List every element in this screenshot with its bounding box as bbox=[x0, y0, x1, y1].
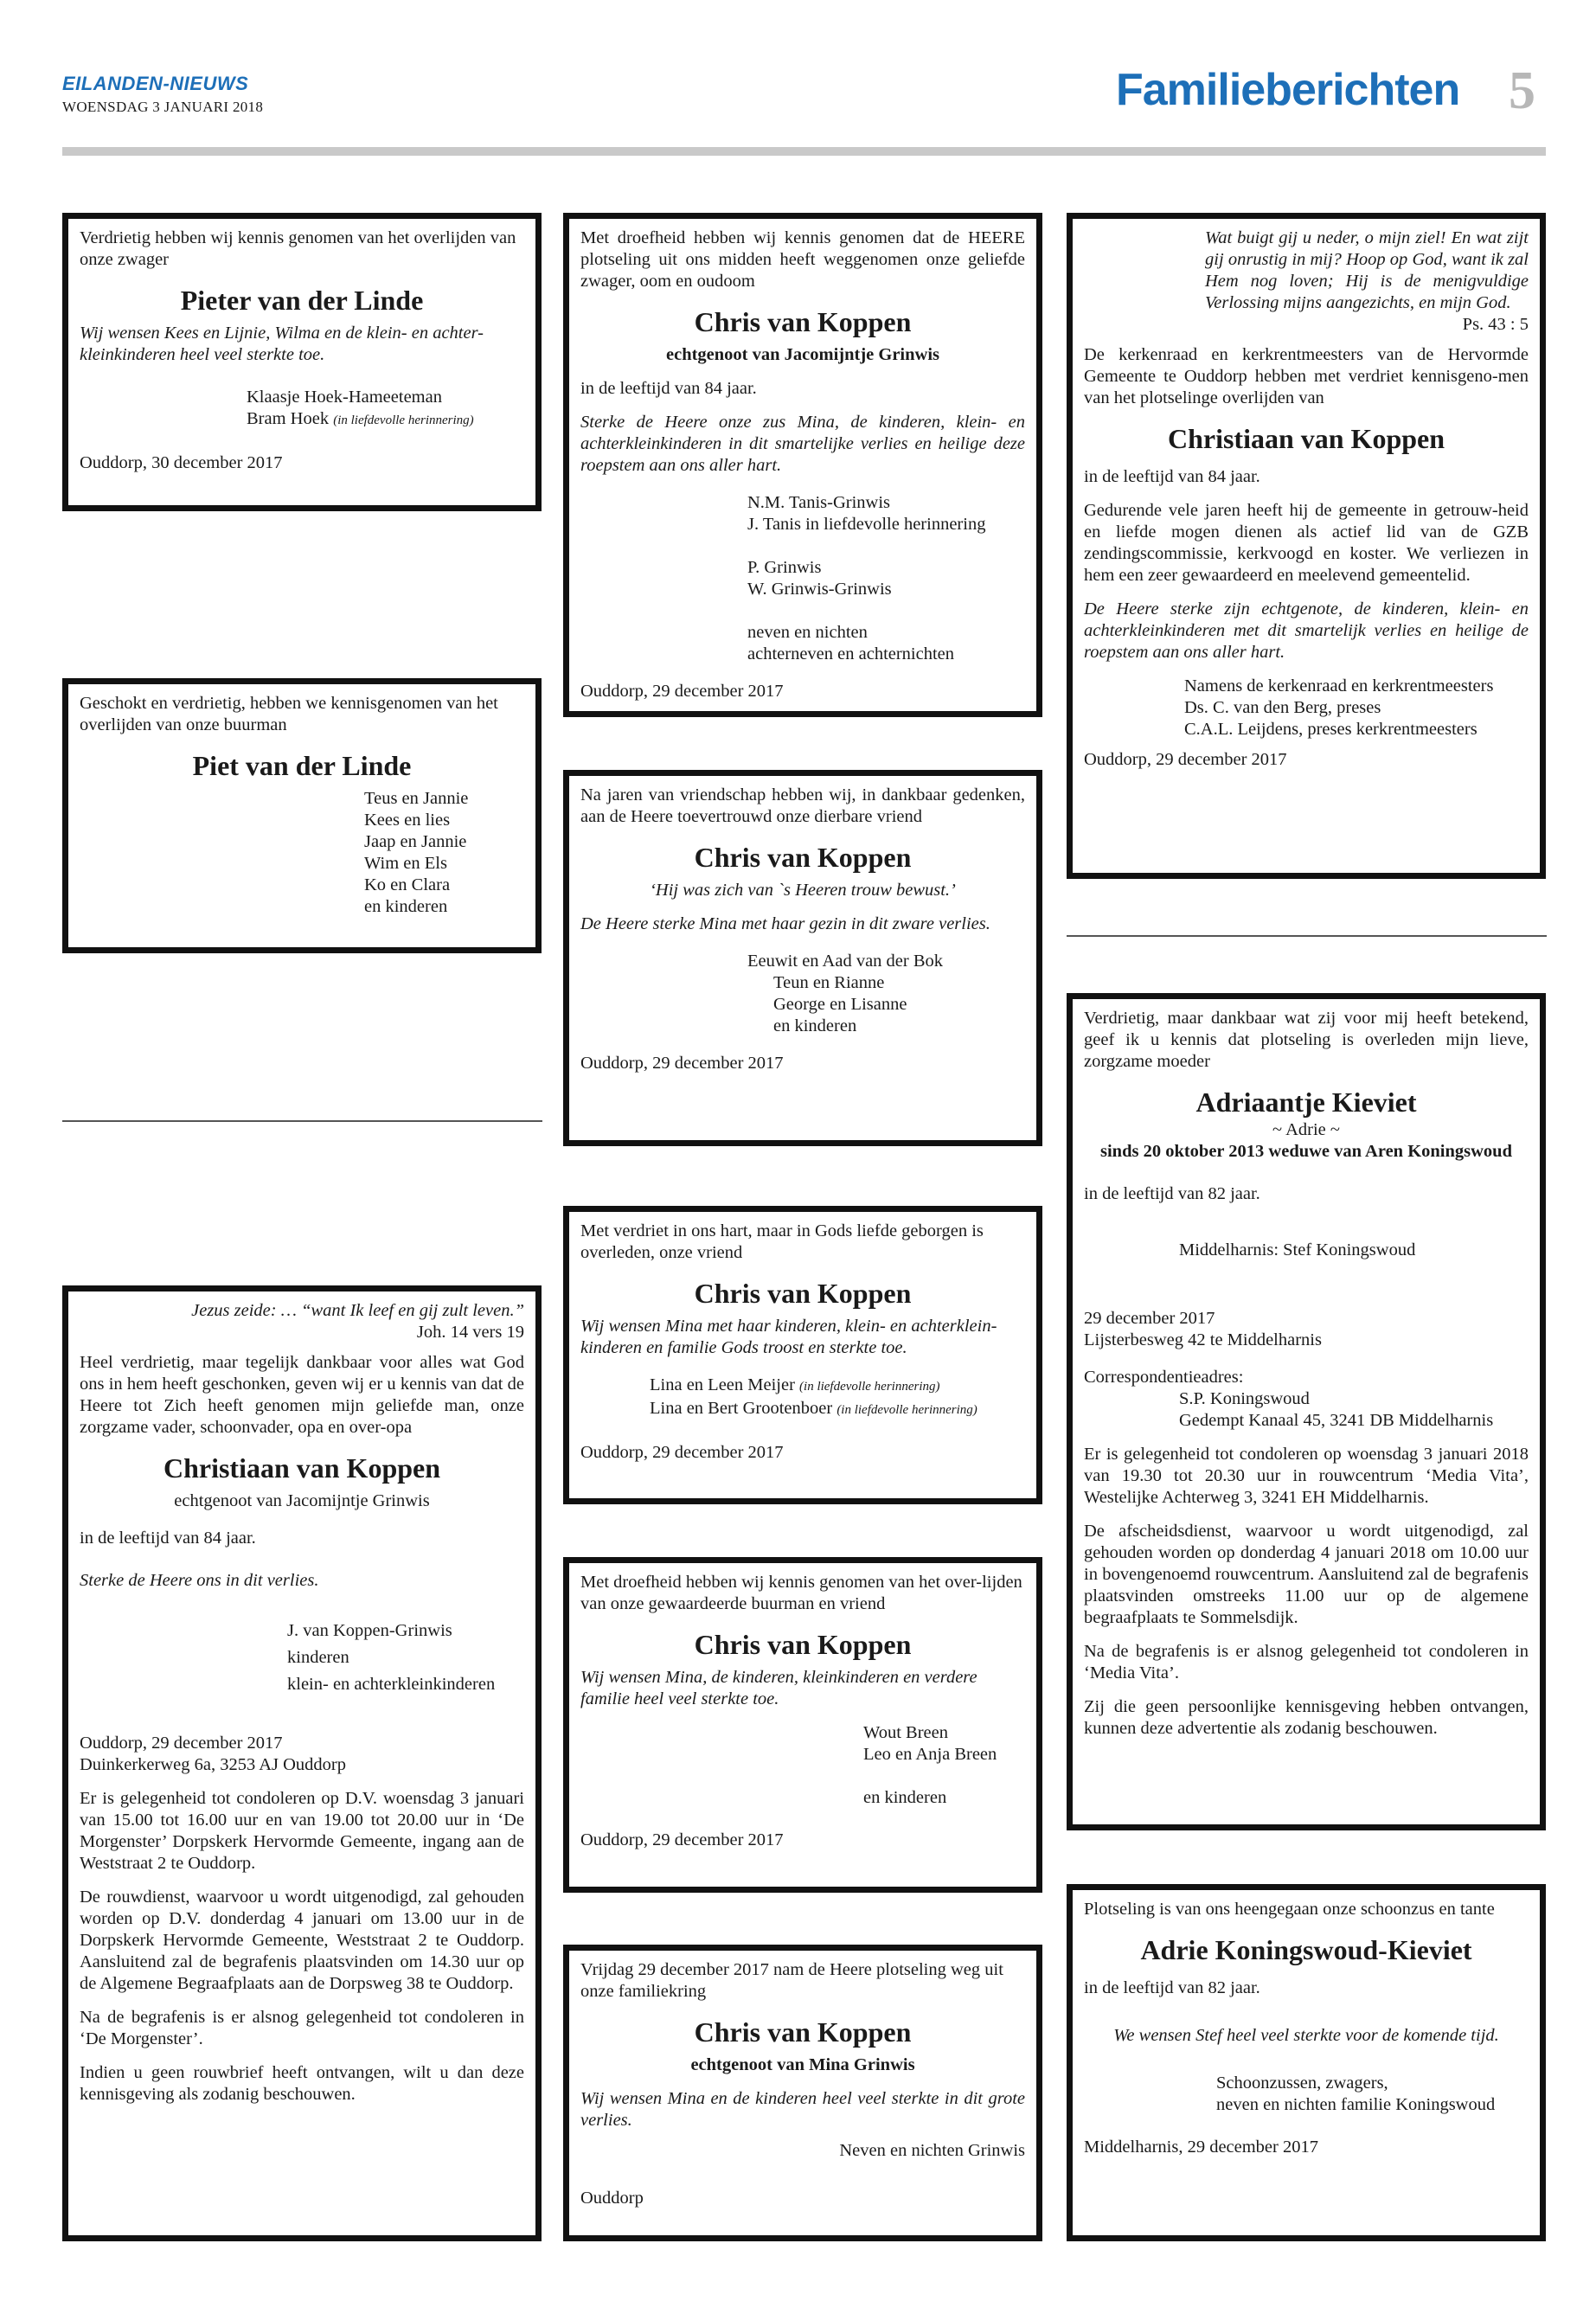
signatory: Klaasje Hoek-Hameeteman bbox=[247, 388, 442, 407]
deceased-name: Piet van der Linde bbox=[192, 750, 412, 781]
signatory: neven en nichten familie Koningswoud bbox=[1216, 2095, 1496, 2114]
memorial-quote: ‘Hij was zich van `s Heeren trouw bewust.’ bbox=[650, 881, 956, 900]
signatory: neven en nichten bbox=[747, 623, 868, 642]
signatory: Kees en lies bbox=[364, 811, 451, 830]
spouse-line: echtgenoot van Mina Grinwis bbox=[690, 2055, 915, 2074]
notice-wish: De Heere sterke zijn echtgenote, de kinderen, klein- en achterkleinkinderen met dit smartelijk verlies en heilige de roepstem aan ons aller hart. bbox=[1084, 599, 1529, 662]
correspondence-address: Gedempt Kanaal 45, 3241 DB Middelharnis bbox=[1179, 1411, 1494, 1430]
signatory: Middelharnis: Stef Koningswoud bbox=[1179, 1240, 1416, 1259]
service-info: De rouwdienst, waarvoor u wordt uitgenodigd, zal gehouden worden op D.V. donderdag 4 januari om 13.00 uur in de Dorpskerk Hervormde Gemeente, Weststraat 2 te Ouddorp. Aansluitend zal de begrafenis plaatsvinden om 14.30 uur op de Algemene Begraafplaats aan de Dorpsweg 38 te Ouddorp. bbox=[80, 1888, 524, 1993]
notice-intro: Plotseling is van ons heengegaan onze schoonzus en tante bbox=[1084, 1900, 1495, 1919]
age-line: in de leeftijd van 84 jaar. bbox=[1084, 467, 1260, 486]
condolence-info: Er is gelegenheid tot condoleren op woensdag 3 januari 2018 van 19.30 tot 20.30 uur in rouwcentrum ‘Media Vita’, Westelijke Achterweg 3, 3241 EH Middelharnis. bbox=[1084, 1445, 1529, 1507]
notice-intro: Met droefheid hebben wij kennis genomen dat de HEERE plotseling uit ons midden heeft weggenomen onze geliefde zwager, oom en oudoom bbox=[580, 228, 1025, 291]
notice-place-date: Ouddorp, 29 december 2017 bbox=[580, 1443, 784, 1462]
notice-intro: Geschokt en verdrietig, hebben we kennisgenomen van het overlijden van onze buurman bbox=[80, 694, 498, 734]
signatory: achterneven en achternichten bbox=[747, 644, 955, 663]
signatory: Eeuwit en Aad van der Bok bbox=[747, 952, 944, 971]
notice-place-date: Middelharnis, 29 december 2017 bbox=[1084, 2138, 1318, 2157]
widow-line: sinds 20 oktober 2013 weduwe van Aren Koningswoud bbox=[1100, 1142, 1512, 1161]
signatory: C.A.L. Leijdens, preses kerkrentmeesters bbox=[1184, 720, 1477, 739]
signatory: Lina en Leen Meijer bbox=[650, 1375, 795, 1394]
column-separator bbox=[1067, 935, 1547, 937]
signatory: Neven en nichten Grinwis bbox=[839, 2141, 1025, 2160]
notice-wish: We wensen Stef heel veel sterkte voor de komende tijd. bbox=[1113, 2026, 1499, 2045]
section-title: Familieberichten bbox=[1116, 65, 1460, 115]
correspondence-label: Correspondentieadres: bbox=[1084, 1368, 1244, 1387]
deceased-name: Chris van Koppen bbox=[694, 842, 912, 873]
correspondence-name: S.P. Koningswoud bbox=[1179, 1389, 1310, 1408]
obituary-notice bbox=[1067, 213, 1546, 879]
deceased-name: Adriaantje Kieviet bbox=[1195, 1086, 1417, 1118]
obituary-notice bbox=[563, 1945, 1042, 2241]
notice-wish: Wij wensen Kees en Lijnie, Wilma en de klein- en achter-kleinkinderen heel veel sterkte toe. bbox=[80, 324, 484, 364]
masthead-logo: EILANDEN-NIEUWS bbox=[62, 73, 249, 94]
signatory: klein- en achterkleinkinderen bbox=[287, 1675, 496, 1694]
signatory-note: (in liefdevolle herinnering) bbox=[333, 413, 474, 427]
notice-intro: Met droefheid hebben wij kennis genomen van het over-lijden van onze gewaardeerde buurman en vriend bbox=[580, 1573, 1022, 1613]
after-funeral-info: Na de begrafenis is er alsnog gelegenheid tot condoleren in ‘De Morgenster’. bbox=[80, 2008, 524, 2048]
notice-text: Gedurende vele jaren heeft hij de gemeente in getrouw-heid en liefde mogen dienen als actief lid van de GZB zendingscommissie, kerkvoogd en koster. We verliezen in hem een zeer gewaardeerd en meelevend gemeentelid. bbox=[1084, 501, 1529, 585]
notice-intro: Met verdriet in ons hart, maar in Gods liefde geborgen is overleden, onze vriend bbox=[580, 1221, 984, 1262]
age-line: in de leeftijd van 82 jaar. bbox=[1084, 1184, 1260, 1203]
after-funeral-info: Na de begrafenis is er alsnog gelegenheid tot condoleren in ‘Media Vita’. bbox=[1084, 1642, 1529, 1682]
signatory: Lina en Bert Grootenboer bbox=[650, 1399, 833, 1418]
notice-wish: De Heere sterke Mina met haar gezin in dit zware verlies. bbox=[580, 914, 990, 933]
issue-date: WOENSDAG 3 JANUARI 2018 bbox=[62, 99, 264, 115]
signatory: J. van Koppen-Grinwis bbox=[287, 1621, 452, 1640]
signatory: N.M. Tanis-Grinwis bbox=[747, 493, 891, 512]
signatory: Schoonzussen, zwagers, bbox=[1216, 2073, 1388, 2093]
notice-address: Duinkerkerweg 6a, 3253 AJ Ouddorp bbox=[80, 1755, 347, 1774]
signatory: George en Lisanne bbox=[773, 995, 907, 1014]
notice-wish: Sterke de Heere ons in dit verlies. bbox=[80, 1571, 319, 1590]
notice-place-date: Ouddorp, 29 december 2017 bbox=[1084, 750, 1287, 769]
signatory-note: (in liefdevolle herinnering) bbox=[799, 1380, 940, 1394]
obituary-notice bbox=[563, 1206, 1042, 1504]
header-rule bbox=[62, 147, 1546, 156]
notice-intro: Verdrietig, maar dankbaar wat zij voor mij heeft betekend, geef ik u kennis dat plotseling is overleden mijn lieve, zorgzame moeder bbox=[1084, 1009, 1529, 1071]
obituary-notice bbox=[1067, 1884, 1546, 2241]
signatory: en kinderen bbox=[773, 1016, 857, 1035]
notice-intro: De kerkenraad en kerkrentmeesters van de Hervormde Gemeente te Ouddorp hebben met verdriet kennisgeno-men van het plotselinge overlijden van bbox=[1084, 345, 1529, 407]
signatory: Ds. C. van den Berg, preses bbox=[1184, 698, 1381, 717]
signatory: Jaap en Jannie bbox=[364, 832, 467, 851]
age-line: in de leeftijd van 84 jaar. bbox=[580, 379, 757, 398]
signatory: en kinderen bbox=[863, 1788, 947, 1807]
spouse-line: echtgenoot van Jacomijntje Grinwis bbox=[666, 345, 939, 364]
page-number: 5 bbox=[1509, 61, 1535, 120]
notice-intro: Na jaren van vriendschap hebben wij, in dankbaar gedenken, aan de Heere toevertrouwd onze dierbare vriend bbox=[580, 785, 1025, 826]
obituary-notice bbox=[62, 1285, 542, 2241]
notice-date: 29 december 2017 bbox=[1084, 1309, 1215, 1328]
signatory: Leo en Anja Breen bbox=[863, 1745, 997, 1764]
condolence-info: Er is gelegenheid tot condoleren op D.V. woensdag 3 januari van 15.00 tot 16.00 uur en van 19.00 tot 20.00 uur in ‘De Morgenster’ Dorpskerk Hervormde Gemeente, ingang aan de Weststraat 2 te Ouddorp. bbox=[80, 1789, 524, 1873]
signatory: Teun en Rianne bbox=[773, 973, 885, 992]
obituary-notice bbox=[563, 1557, 1042, 1893]
nickname: ~ Adrie ~ bbox=[1272, 1120, 1340, 1139]
signatory: W. Grinwis-Grinwis bbox=[747, 580, 892, 599]
signatory: Wim en Els bbox=[364, 854, 447, 873]
notice-footnote: Zij die geen persoonlijke kennisgeving hebben ontvangen, kunnen deze advertentie als zodanig beschouwen. bbox=[1084, 1697, 1529, 1738]
deceased-name: Christiaan van Koppen bbox=[1167, 423, 1445, 454]
verse-reference: Joh. 14 vers 19 bbox=[416, 1323, 524, 1342]
column-separator bbox=[62, 1120, 542, 1122]
deceased-name: Chris van Koppen bbox=[694, 1278, 912, 1309]
signatory: P. Grinwis bbox=[747, 558, 822, 577]
bible-verse: Jezus zeide: … “want Ik leef en gij zult leven.” bbox=[191, 1301, 524, 1320]
deceased-name: Christiaan van Koppen bbox=[163, 1452, 441, 1484]
obituary-notice bbox=[62, 213, 542, 511]
deceased-name: Pieter van der Linde bbox=[180, 285, 424, 316]
verse-reference: Ps. 43 : 5 bbox=[1462, 315, 1529, 334]
signatory: Ko en Clara bbox=[364, 875, 451, 894]
obituary-notice bbox=[1067, 993, 1546, 1830]
signatory-note: (in liefdevolle herinnering) bbox=[836, 1403, 977, 1417]
notice-address: Lijsterbesweg 42 te Middelharnis bbox=[1084, 1330, 1322, 1349]
signatory: Teus en Jannie bbox=[364, 789, 469, 808]
age-line: in de leeftijd van 82 jaar. bbox=[1084, 1978, 1260, 1997]
signatory: Bram Hoek bbox=[247, 409, 330, 428]
notice-footnote: Indien u geen rouwbrief heeft ontvangen, wilt u dan deze kennisgeving als zodanig beschouwen. bbox=[80, 2063, 524, 2104]
signatory: J. Tanis in liefdevolle herinnering bbox=[747, 515, 986, 534]
deceased-name: Chris van Koppen bbox=[694, 1629, 912, 1660]
notice-wish: Wij wensen Mina, de kinderen, kleinkinderen en verdere familie heel veel sterkte toe. bbox=[580, 1668, 977, 1708]
notice-place-date: Ouddorp, 29 december 2017 bbox=[580, 1830, 784, 1849]
obituary-notice bbox=[563, 213, 1042, 717]
notice-wish: Wij wensen Mina met haar kinderen, klein- en achterklein-kinderen en familie Gods troost en sterkte toe. bbox=[580, 1317, 997, 1357]
signatory: kinderen bbox=[287, 1648, 349, 1667]
notice-intro: Heel verdrietig, maar tegelijk dankbaar voor alles wat God ons in hem heeft geschonken, geven wij er u kennis van dat de Heere tot Zich heeft genomen mijn geliefde man, onze zorgzame vader, schoonvader, opa en over-opa bbox=[80, 1353, 524, 1437]
notice-intro: Vrijdag 29 december 2017 nam de Heere plotseling weg uit onze familiekring bbox=[580, 1960, 1003, 2001]
service-info: De afscheidsdienst, waarvoor u wordt uitgenodigd, zal gehouden worden op donderdag 4 januari 2018 om 10.00 uur in bovengenoemd rouwcentrum. Aansluitend zal de begrafenis plaatsvinden omstreeks 11.00 uur op de algemene begraafplaats te Sommelsdijk. bbox=[1084, 1522, 1529, 1627]
notice-place-date: Ouddorp, 30 december 2017 bbox=[80, 453, 283, 472]
deceased-name: Chris van Koppen bbox=[694, 2016, 912, 2048]
notice-wish: Wij wensen Mina en de kinderen heel veel sterkte in dit grote verlies. bbox=[580, 2089, 1025, 2130]
age-line: in de leeftijd van 84 jaar. bbox=[80, 1529, 256, 1548]
spouse-line: echtgenoot van Jacomijntje Grinwis bbox=[174, 1491, 430, 1510]
signatory: Namens de kerkenraad en kerkrentmeesters bbox=[1184, 676, 1494, 695]
signatory: Wout Breen bbox=[863, 1723, 948, 1742]
obituary-notice bbox=[563, 770, 1042, 1146]
notice-place-date: Ouddorp, 29 december 2017 bbox=[580, 1054, 784, 1073]
bible-verse: Wat buigt gij u neder, o mijn ziel! En wat zijt gij onrustig in mij? Hoop op God, want ik zal Hem nog loven; Hij is de menigvuldige Verlossing mijns aangezichts, en mijn God. bbox=[1205, 228, 1529, 312]
notice-place-date: Ouddorp, 29 december 2017 bbox=[580, 682, 784, 701]
notice-intro: Verdrietig hebben wij kennis genomen van het overlijden van onze zwager bbox=[80, 228, 516, 269]
deceased-name: Adrie Koningswoud-Kieviet bbox=[1140, 1934, 1472, 1965]
signatory: en kinderen bbox=[364, 897, 448, 916]
notice-place-date: Ouddorp bbox=[580, 2189, 644, 2208]
notice-wish: Sterke de Heere onze zus Mina, de kinderen, klein- en achterkleinkinderen in dit smartelijke verlies en heilige deze roepstem aan ons aller hart. bbox=[580, 413, 1025, 475]
obituary-notice bbox=[62, 678, 542, 953]
notice-place-date: Ouddorp, 29 december 2017 bbox=[80, 1734, 283, 1753]
deceased-name: Chris van Koppen bbox=[694, 306, 912, 337]
